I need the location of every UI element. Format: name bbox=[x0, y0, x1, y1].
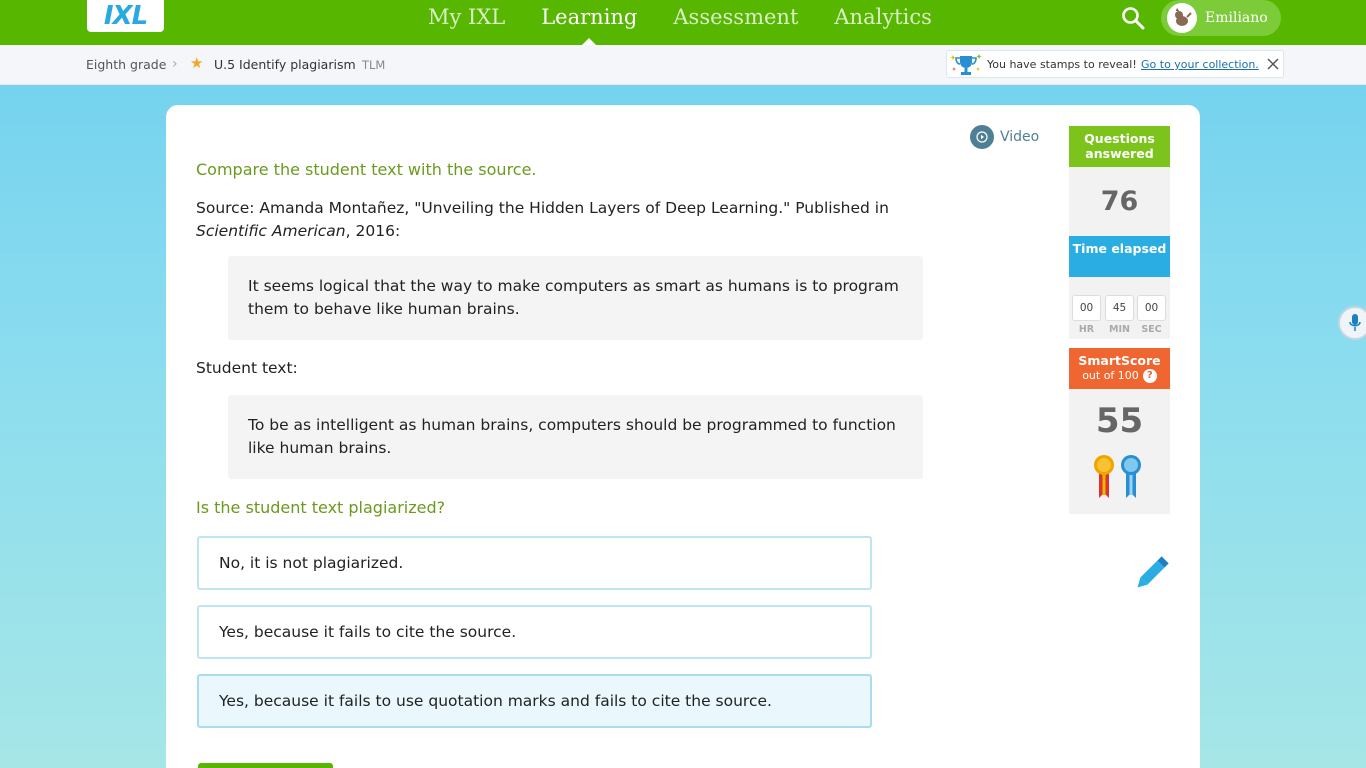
answer-option-3[interactable]: Yes, because it fails to use quotation marks and fails to cite the source. bbox=[197, 674, 872, 728]
smartscore-label: SmartScore bbox=[1078, 353, 1161, 368]
source-publication: Scientific American bbox=[196, 222, 346, 240]
search-icon[interactable] bbox=[1120, 5, 1146, 31]
question-text: Is the student text plagiarized? bbox=[196, 498, 446, 517]
time-elapsed-panel bbox=[1069, 277, 1170, 339]
logo-text: IXL bbox=[103, 1, 148, 31]
user-menu-button[interactable] bbox=[1161, 0, 1281, 36]
user-name: Emiliano bbox=[1205, 10, 1268, 26]
microphone-icon[interactable] bbox=[1338, 306, 1366, 340]
source-prefix: Source: Amanda Montañez, "Unveiling the Hidden Layers of Deep Learning." Published in bbox=[196, 199, 889, 217]
practice-card bbox=[166, 105, 1200, 768]
answer-option-2[interactable]: Yes, because it fails to cite the source. bbox=[197, 605, 872, 659]
trophy-icon bbox=[949, 52, 983, 78]
nav-analytics[interactable]: Analytics bbox=[834, 5, 932, 29]
questions-answered-panel bbox=[1069, 167, 1170, 236]
main-nav bbox=[410, 0, 950, 45]
time-hours: 00 bbox=[1072, 295, 1101, 321]
smartscore-value: 55 bbox=[1095, 401, 1144, 441]
play-icon bbox=[970, 125, 994, 149]
breadcrumb bbox=[0, 45, 1366, 85]
help-icon[interactable]: ? bbox=[1143, 369, 1157, 383]
stamps-collection-link[interactable]: Go to your collection. bbox=[1141, 58, 1259, 71]
source-suffix: , 2016: bbox=[345, 222, 401, 240]
stamps-banner bbox=[946, 50, 1284, 78]
question-prompt: Compare the student text with the source. bbox=[196, 160, 537, 179]
student-quote: To be as intelligent as human brains, computers should be programmed to function like human brains. bbox=[228, 395, 923, 479]
chevron-right-icon: › bbox=[172, 56, 178, 72]
source-quote: It seems logical that the way to make computers as smart as humans is to program them to behave like human brains. bbox=[228, 256, 923, 340]
time-seconds-label: SEC bbox=[1141, 324, 1162, 335]
avatar-icon bbox=[1167, 3, 1197, 33]
breadcrumb-skill: U.5 Identify plagiarism bbox=[214, 57, 356, 72]
nav-learning[interactable]: Learning bbox=[523, 0, 655, 45]
student-text-label: Student text: bbox=[196, 359, 298, 377]
smartscore-header bbox=[1069, 348, 1170, 389]
questions-answered-header: Questions answered bbox=[1069, 126, 1170, 167]
breadcrumb-grade-link[interactable]: Eighth grade bbox=[86, 57, 167, 72]
pencil-icon[interactable] bbox=[1130, 553, 1172, 595]
time-minutes: 45 bbox=[1105, 295, 1134, 321]
smartscore-subtitle bbox=[1069, 368, 1170, 383]
answer-option-1[interactable]: No, it is not plagiarized. bbox=[197, 536, 872, 590]
smartscore-sub-label: out of 100 bbox=[1082, 369, 1139, 382]
ixl-logo[interactable] bbox=[87, 0, 164, 32]
smartscore-panel bbox=[1069, 389, 1170, 514]
questions-answered-value: 76 bbox=[1100, 186, 1139, 217]
time-elapsed-header: Time elapsed bbox=[1069, 236, 1170, 277]
award-ribbons-icon bbox=[1093, 454, 1149, 502]
video-label: Video bbox=[1000, 129, 1040, 145]
time-hours-label: HR bbox=[1078, 324, 1095, 335]
submit-button[interactable] bbox=[198, 763, 333, 768]
nav-my-ixl[interactable]: My IXL bbox=[428, 5, 506, 29]
close-icon[interactable] bbox=[1265, 56, 1281, 72]
skill-tag: TLM bbox=[362, 58, 386, 72]
source-citation bbox=[196, 197, 936, 243]
star-icon: ★ bbox=[190, 54, 204, 72]
stamps-text: You have stamps to reveal! bbox=[987, 58, 1137, 71]
time-seconds: 00 bbox=[1137, 295, 1166, 321]
top-navigation-bar bbox=[0, 0, 1366, 45]
video-button[interactable] bbox=[970, 125, 1039, 149]
time-minutes-label: MIN bbox=[1109, 324, 1130, 335]
nav-assessment[interactable]: Assessment bbox=[673, 5, 799, 29]
